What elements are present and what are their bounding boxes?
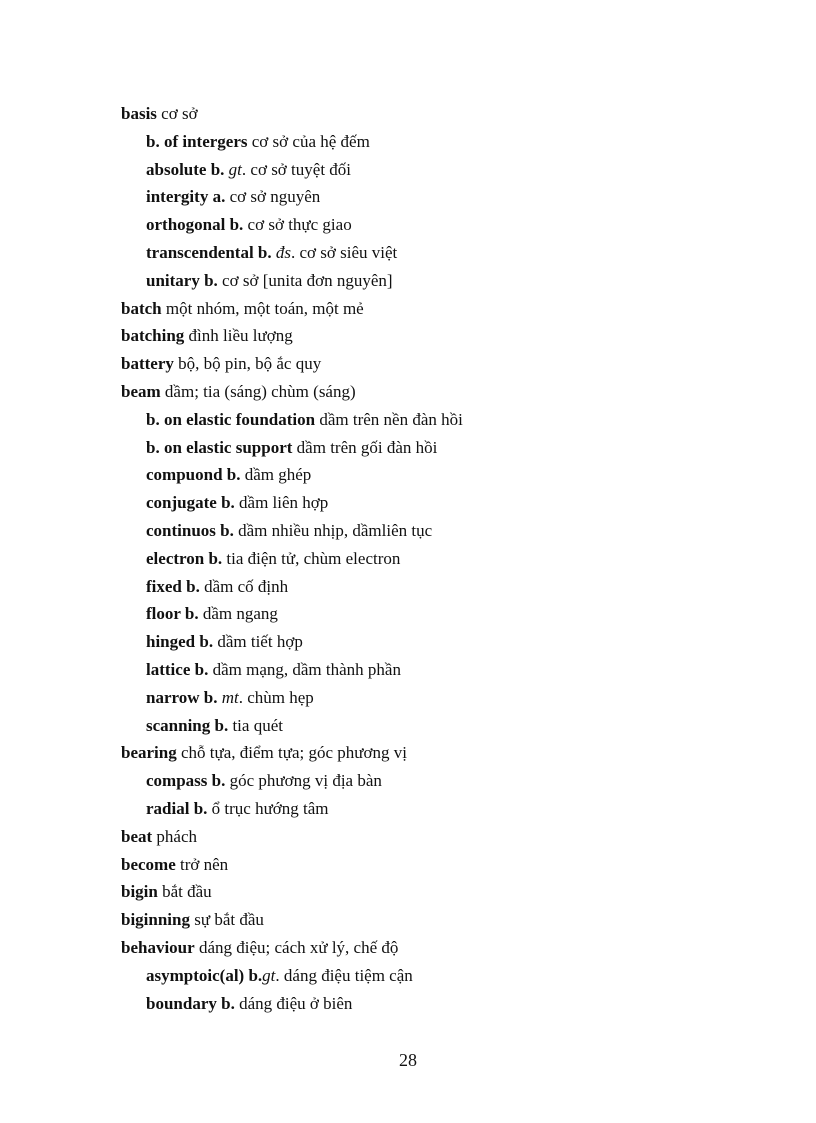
entry-definition: tia quét xyxy=(228,715,283,735)
entry-definition: dầm trên gối đàn hồi xyxy=(292,437,438,457)
entry-term: batch xyxy=(121,298,162,318)
entry-term: b. on elastic support xyxy=(146,437,293,457)
entry-definition: cơ sở nguyên xyxy=(225,187,321,207)
entry-term: unitary b. xyxy=(146,270,218,290)
sub-entry xyxy=(121,712,771,740)
entry-definition: cơ sở xyxy=(156,104,198,123)
entry-term: bearing xyxy=(121,743,177,763)
entry-term: absolute b. xyxy=(146,159,225,179)
entry-term: basis xyxy=(121,104,157,123)
sub-entry xyxy=(121,156,771,184)
entry-definition: dầm liên hợp xyxy=(234,493,329,513)
entry-definition: dầm; tia (sáng) chùm (sáng) xyxy=(160,381,356,401)
entry-term: biginning xyxy=(121,910,190,930)
entry-definition: dầm tiết hợp xyxy=(213,632,303,652)
headword-entry xyxy=(121,823,771,851)
entry-term: floor b. xyxy=(146,604,199,624)
entry-definition: đình liều lượng xyxy=(184,326,293,346)
entry-definition: cơ sở của hệ đếm xyxy=(247,131,370,151)
field-abbreviation: gt xyxy=(262,965,276,985)
entry-term: fixed b. xyxy=(146,576,200,596)
sub-entry xyxy=(121,767,771,795)
headword-entry xyxy=(121,934,771,962)
headword-entry xyxy=(121,739,771,767)
entry-term: asymptoic(al) b. xyxy=(146,965,263,985)
entry-definition: cơ sở [unita đơn nguyên] xyxy=(217,270,393,290)
entry-term: batching xyxy=(121,326,185,346)
headword-entry xyxy=(121,295,771,323)
entry-term: b. of intergers xyxy=(146,131,248,151)
sub-entry xyxy=(121,600,771,628)
sub-entry xyxy=(121,183,771,211)
sub-entry xyxy=(121,573,771,601)
entry-definition: góc phương vị địa bàn xyxy=(225,771,382,791)
sub-entry xyxy=(121,545,771,573)
entry-term: orthogonal b. xyxy=(146,215,244,235)
entry-term: scanning b. xyxy=(146,715,229,735)
entry-term: continuos b. xyxy=(146,520,234,540)
sub-entry xyxy=(121,656,771,684)
sub-entry xyxy=(121,684,771,712)
sub-entry xyxy=(121,795,771,823)
entry-term: compass b. xyxy=(146,771,226,791)
entry-definition: dầm ghép xyxy=(240,465,312,485)
sub-entry xyxy=(121,128,771,156)
headword-entry xyxy=(121,878,771,906)
entry-definition: dáng điệu; cách xử lý, chế độ xyxy=(194,937,399,957)
entry-definition: chỗ tựa, điểm tựa; góc phương vị xyxy=(176,743,407,763)
entry-term: intergity a. xyxy=(146,187,226,207)
entry-definition: dầm mạng, dầm thành phần xyxy=(208,659,401,679)
sub-entry xyxy=(121,990,771,1018)
entry-definition: dầm ngang xyxy=(198,604,278,624)
entry-definition: dầm cố định xyxy=(199,576,289,596)
entry-definition: dáng điệu ở biên xyxy=(234,993,353,1013)
entry-definition: dầm nhiều nhịp, dầmliên tục xyxy=(233,520,433,540)
entry-term: transcendental b. xyxy=(146,242,272,262)
entry-definition: dầm trên nền đàn hồi xyxy=(315,409,463,429)
headword-entry xyxy=(121,378,771,406)
entry-term: bigin xyxy=(121,882,158,902)
entry-definition: bộ, bộ pin, bộ ắc quy xyxy=(173,354,322,374)
page-number: 28 xyxy=(399,1050,417,1070)
entry-term: beat xyxy=(121,826,153,846)
field-abbreviation: mt xyxy=(221,687,239,707)
sub-entry xyxy=(121,461,771,489)
sub-entry xyxy=(121,434,771,462)
entry-definition: ổ trục hướng tâm xyxy=(207,798,329,818)
entry-term: conjugate b. xyxy=(146,493,235,513)
field-abbreviation: đs xyxy=(275,242,291,262)
sub-entry xyxy=(121,239,771,267)
headword-entry xyxy=(121,851,771,879)
entry-term: become xyxy=(121,854,176,874)
sub-entry xyxy=(121,267,771,295)
entry-definition: phách xyxy=(152,826,198,846)
sub-entry xyxy=(121,628,771,656)
entry-term: narrow b. xyxy=(146,687,218,707)
entry-definition: trở nên xyxy=(175,854,229,874)
headword-entry xyxy=(121,906,771,934)
entry-term: radial b. xyxy=(146,798,208,818)
entry-term: compuond b. xyxy=(146,465,241,485)
entry-definition: một nhóm, một toán, một mẻ xyxy=(161,298,364,318)
sub-entry xyxy=(121,211,771,239)
entry-term: boundary b. xyxy=(146,993,235,1013)
sub-entry xyxy=(121,962,771,990)
entry-term: electron b. xyxy=(146,548,223,568)
entry-definition: cơ sở thực giao xyxy=(243,215,352,235)
entry-definition: . cơ sở tuyệt đối xyxy=(241,159,352,179)
entry-definition: sự bắt đầu xyxy=(190,910,264,930)
entry-definition: . dáng điệu tiệm cận xyxy=(275,965,413,985)
entry-term: lattice b. xyxy=(146,659,209,679)
sub-entry xyxy=(121,406,771,434)
entry-definition: tia điện tử, chùm electron xyxy=(222,548,401,568)
headword-entry xyxy=(121,100,771,128)
headword-entry xyxy=(121,350,771,378)
entry-term: behaviour xyxy=(121,937,195,957)
entry-term: b. on elastic foundation xyxy=(146,409,316,429)
field-abbreviation: gt xyxy=(228,159,242,179)
entry-term: hinged b. xyxy=(146,632,214,652)
entry-definition: . chùm hẹp xyxy=(238,687,314,707)
entry-definition: bắt đầu xyxy=(157,882,212,902)
entry-term: battery xyxy=(121,354,174,374)
sub-entry xyxy=(121,489,771,517)
dictionary-entries xyxy=(121,100,771,1017)
headword-entry xyxy=(121,322,771,350)
entry-definition: . cơ sở siêu việt xyxy=(291,242,398,262)
entry-term: beam xyxy=(121,381,161,401)
sub-entry xyxy=(121,517,771,545)
